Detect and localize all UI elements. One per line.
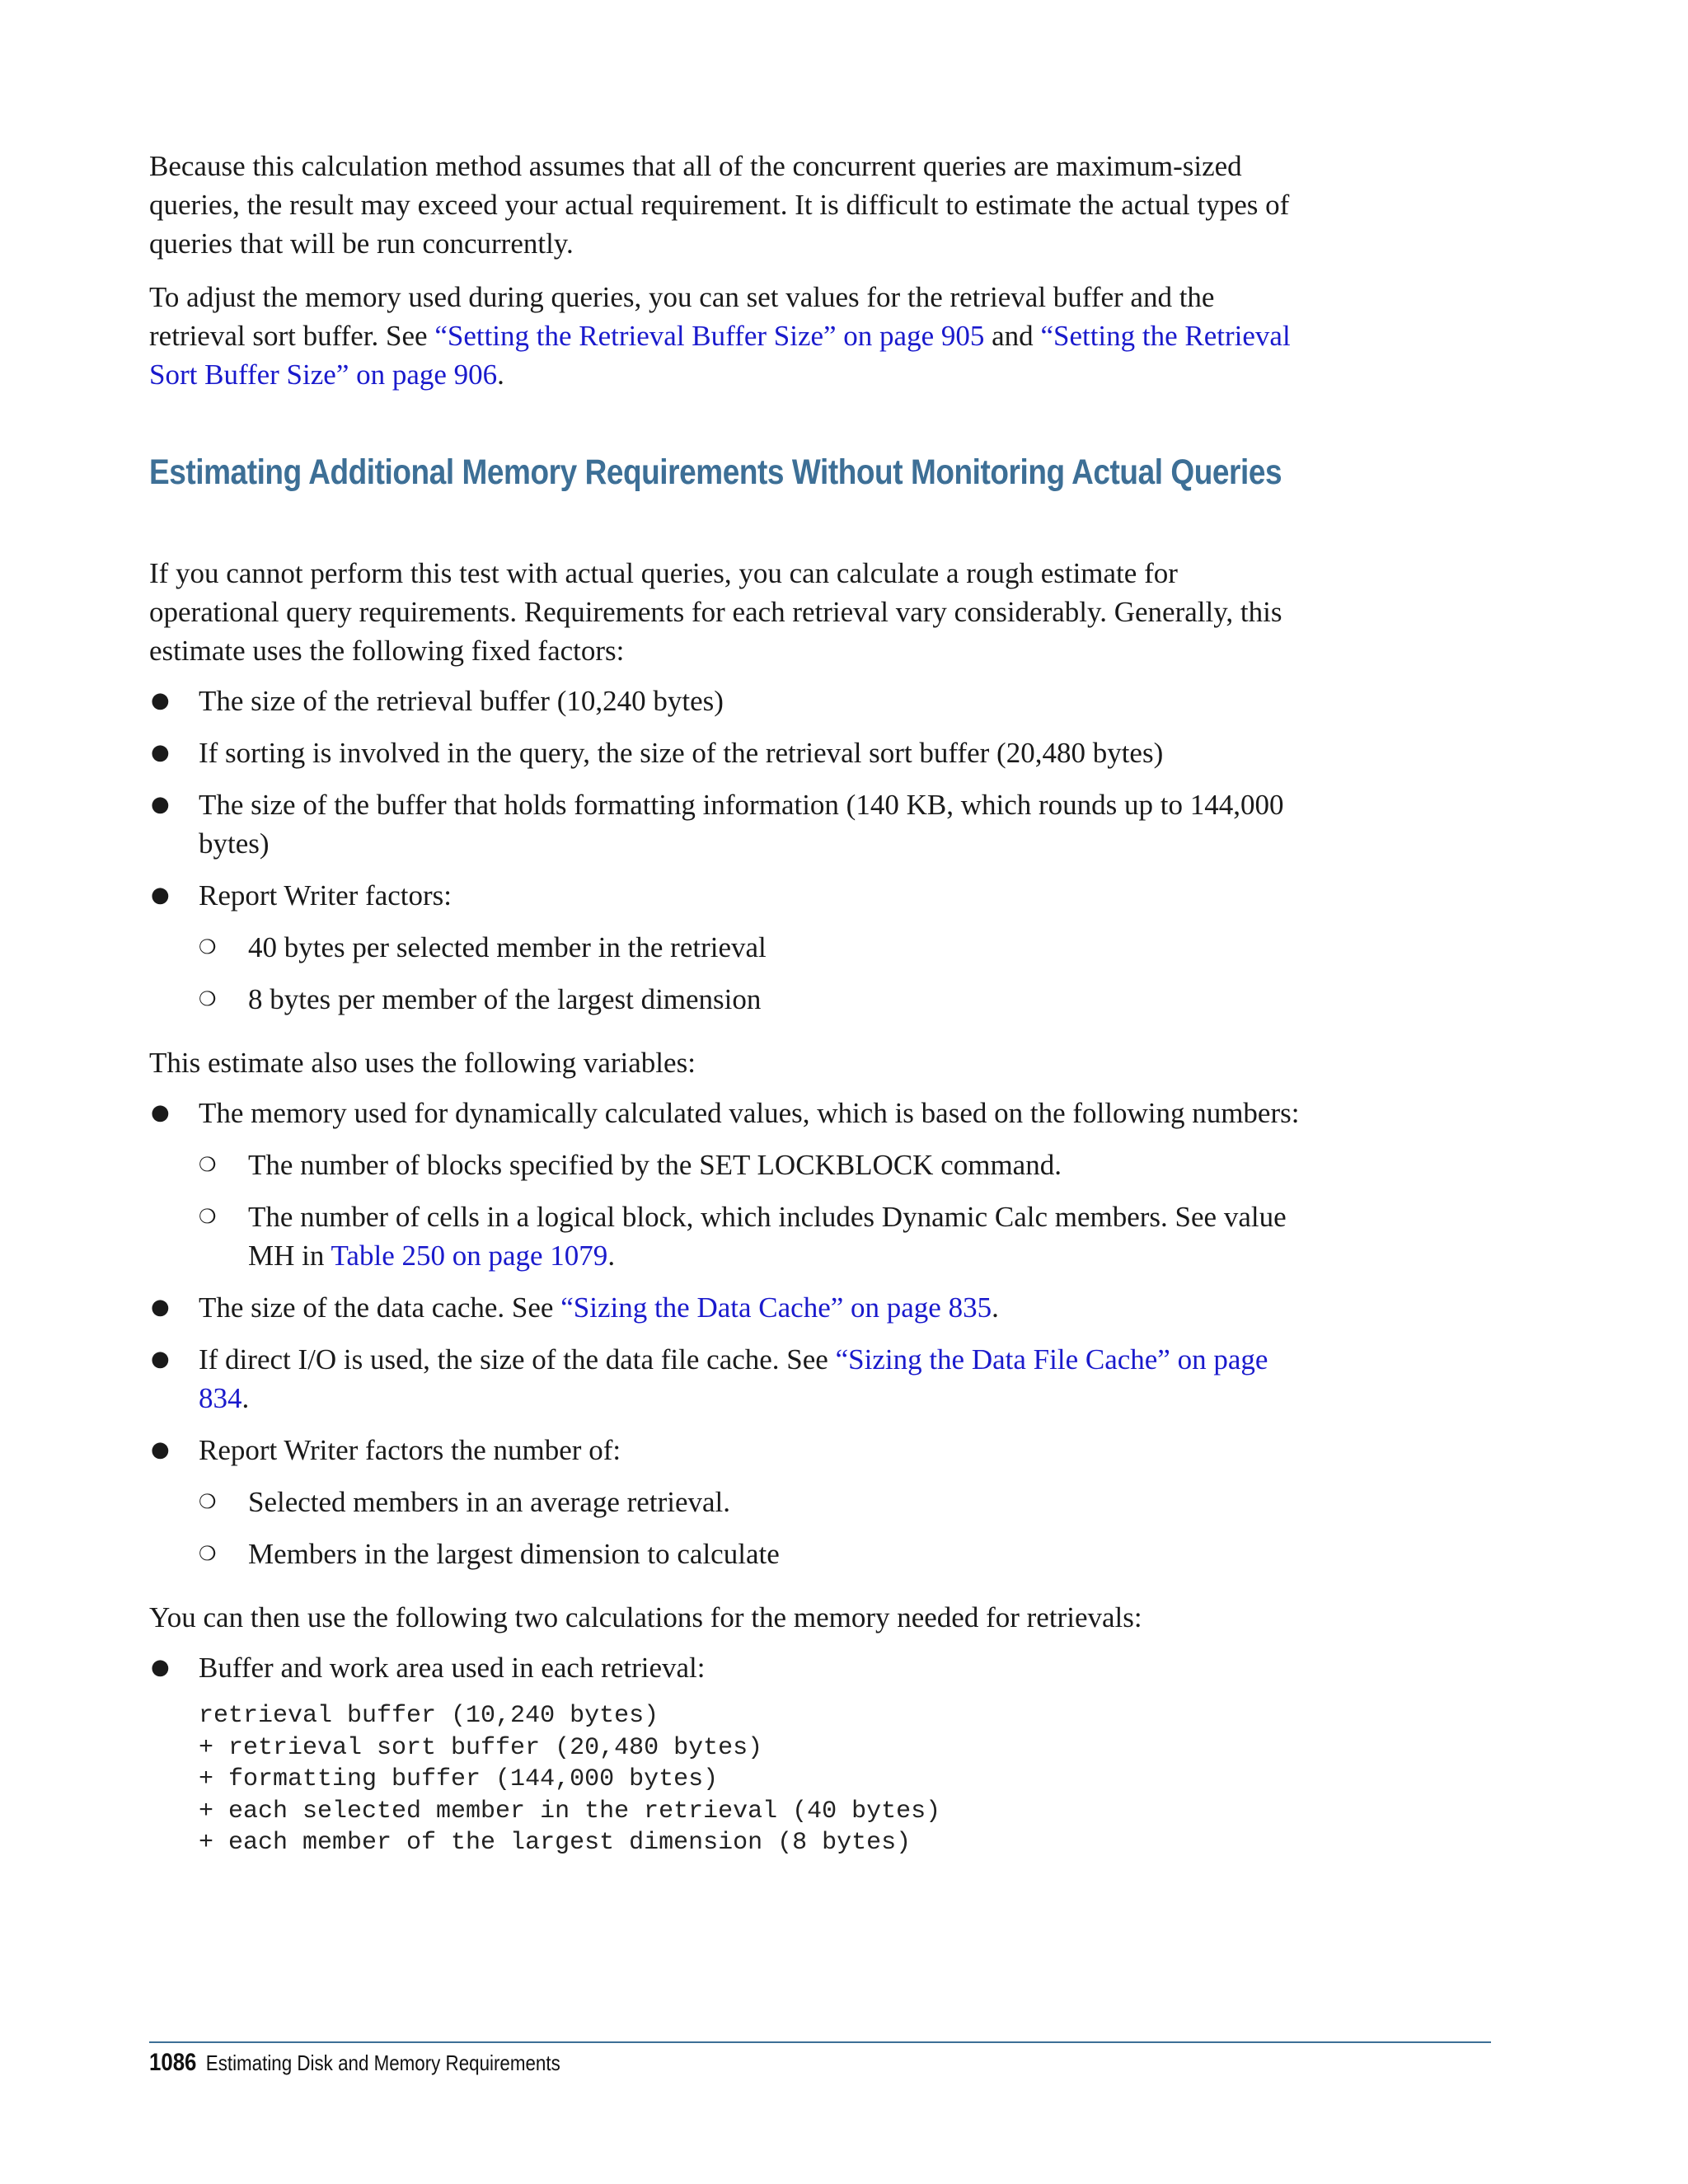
list-item [149, 1094, 1303, 1275]
list-item-text: Buffer and work area used in each retrieval: [199, 1652, 706, 1684]
list-item-text: Report Writer factors the number of: [199, 1434, 621, 1466]
sub-list-item [199, 1483, 1303, 1521]
sub-list-item-text: The number of blocks specified by the SET LOCKBLOCK command. [248, 1149, 1062, 1181]
hollow-circle-bullet-icon: ❍ [199, 935, 217, 958]
hollow-circle-bullet-icon: ❍ [199, 987, 217, 1010]
list-item [149, 733, 1303, 772]
sub-list-item-text: 40 bytes per selected member in the retrieval [248, 931, 767, 963]
link-retrieval-sort-buffer-size[interactable]: “Setting the Retrieval Sort Buffer Size” on page 906 [149, 320, 1291, 391]
hollow-circle-bullet-icon: ❍ [199, 1205, 217, 1228]
sub-list-item-text-start: The number of cells in a logical block, which includes Dynamic Calc members. See value MH in [248, 1201, 1287, 1272]
variables-intro: This estimate also uses the following variables: [149, 1047, 696, 1079]
sub-list-item-text-end: . [607, 1240, 616, 1272]
list-item-text-end: . [992, 1291, 999, 1324]
hollow-circle-bullet-icon: ❍ [199, 1542, 217, 1565]
list-item-text: The size of the retrieval buffer (10,240 bytes) [199, 685, 724, 717]
list-item [149, 785, 1303, 863]
list-item-text-end: . [241, 1382, 250, 1414]
bullet-icon: ● [151, 1655, 170, 1680]
page-number: 1086 [149, 2049, 197, 2076]
bullet-icon: ● [151, 1100, 170, 1125]
bullet-icon: ● [151, 688, 170, 713]
link-table-250[interactable]: Table 250 on page 1079 [331, 1240, 608, 1272]
list-item [149, 682, 1303, 720]
sub-list-item-text: 8 bytes per member of the largest dimension [248, 983, 762, 1015]
hollow-circle-bullet-icon: ❍ [199, 1153, 217, 1176]
list-item-text-start: If direct I/O is used, the size of the data file cache. See [199, 1343, 836, 1376]
fixed-factors-list [149, 682, 1303, 1019]
footer-divider [149, 2041, 1491, 2043]
list-item [149, 1431, 1303, 1573]
report-writer-factors-list [199, 928, 1303, 1019]
list-item [149, 876, 1303, 1019]
bullet-icon: ● [151, 1347, 170, 1371]
list-item [149, 1288, 1303, 1327]
page-content [149, 147, 1303, 1859]
footer-chapter-title: Estimating Disk and Memory Requirements [205, 2050, 560, 2075]
section-heading: Estimating Additional Memory Requirements Without Monitoring Actual Queries [149, 452, 1282, 492]
sub-list-item [199, 928, 1303, 967]
sub-list-item-text: Members in the largest dimension to calculate [248, 1538, 780, 1570]
sub-list-item-text: Selected members in an average retrieval. [248, 1486, 730, 1518]
intro-paragraph-2-text-end: . [497, 359, 504, 391]
intro-paragraph-2 [149, 278, 1303, 394]
page-footer [149, 2050, 560, 2076]
link-retrieval-buffer-size[interactable]: “Setting the Retrieval Buffer Size” on page 905 [434, 320, 985, 352]
sub-list-item [199, 1535, 1303, 1573]
list-item-text: Report Writer factors: [199, 879, 452, 912]
sub-list-item [199, 980, 1303, 1019]
variables-list [149, 1094, 1303, 1573]
intro-paragraph-2-text-start: To adjust the memory used during queries, you can set values for the retrieval buffer and the retrieval sort buffer. See [149, 281, 1215, 352]
bullet-icon: ● [151, 792, 170, 817]
intro-paragraph-1: Because this calculation method assumes that all of the concurrent queries are maximum-sized queries, the result may exceed your actual requirement. It is difficult to estimate the actual types of queries that will be run concurrently. [149, 150, 1290, 260]
code-block: retrieval buffer (10,240 bytes) + retrieval sort buffer (20,480 bytes) + formatting buffer (144,000 bytes) + each selected member in the retrieval (40 bytes) + each member of the largest dimension (8 bytes) [199, 1702, 941, 1857]
list-item-text: The size of the buffer that holds formatting information (140 KB, which rounds up to 144,000 bytes) [199, 789, 1284, 860]
bullet-icon: ● [151, 740, 170, 765]
bullet-icon: ● [151, 1295, 170, 1319]
calculations-list [149, 1648, 1303, 1687]
link-sizing-data-file-cache[interactable]: “Sizing the Data File Cache” on page 834 [199, 1343, 1268, 1414]
bullet-icon: ● [151, 1437, 170, 1462]
intro-paragraph-2-text-mid: and [984, 320, 1041, 352]
list-item-text: The memory used for dynamically calculated values, which is based on the following numbers: [199, 1097, 1300, 1129]
sub-list-item [199, 1146, 1303, 1184]
calculations-intro: You can then use the following two calculations for the memory needed for retrievals: [149, 1601, 1142, 1633]
sub-list-item [199, 1197, 1303, 1275]
hollow-circle-bullet-icon: ❍ [199, 1490, 217, 1513]
report-writer-numbers-list [199, 1483, 1303, 1573]
list-item-text: If sorting is involved in the query, the size of the retrieval sort buffer (20,480 bytes) [199, 737, 1164, 769]
dynamic-calc-numbers-list [199, 1146, 1303, 1275]
bullet-icon: ● [151, 883, 170, 907]
list-item [149, 1648, 1303, 1687]
list-item [149, 1340, 1303, 1418]
list-item-text-start: The size of the data cache. See [199, 1291, 561, 1324]
link-sizing-data-cache[interactable]: “Sizing the Data Cache” on page 835 [560, 1291, 992, 1324]
section-paragraph-1: If you cannot perform this test with actual queries, you can calculate a rough estimate for operational query requirements. Requirements for each retrieval vary considerably. Generally, this estimate uses the following fixed factors: [149, 557, 1282, 667]
